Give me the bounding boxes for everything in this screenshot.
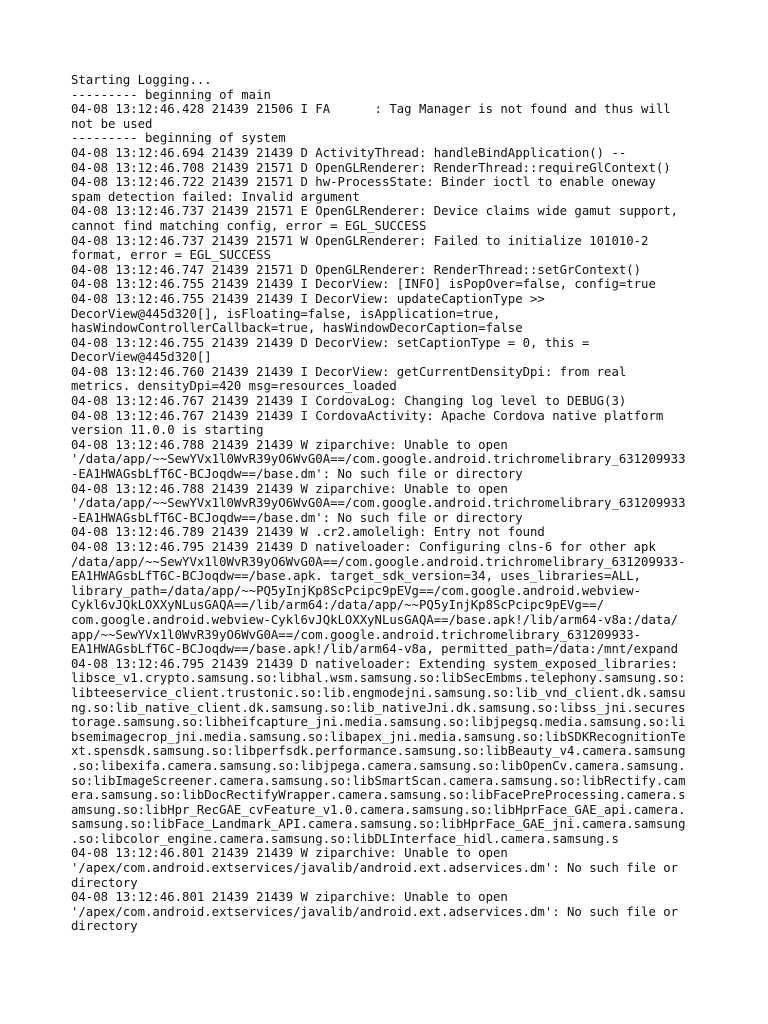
log-line: 04-08 13:12:46.755 21439 21439 D DecorView: setCaptionType = 0, this =: [71, 335, 590, 350]
log-line: spam detection failed: Invalid argument: [71, 189, 360, 204]
log-line: 04-08 13:12:46.789 21439 21439 W .cr2.amoleligh: Entry not found: [71, 525, 545, 540]
log-line: 04-08 13:12:46.428 21439 21506 I FA : Tag Manager is not found and thus will: [71, 102, 671, 117]
log-line: .so:libexifa.camera.samsung.so:libjpega.camera.samsung.so:libOpenCv.camera.samsung.: [71, 758, 686, 773]
log-line: 04-08 13:12:46.722 21439 21571 D hw-ProcessState: Binder ioctl to enable oneway: [71, 175, 656, 190]
log-line: '/apex/com.android.extservices/javalib/android.ext.adservices.dm': No such file or: [71, 904, 679, 919]
log-line: samsung.so:libFace_Landmark_API.camera.samsung.so:libHprFace_GAE_jni.camera.samsung: [71, 817, 686, 832]
log-line: hasWindowControllerCallback=true, hasWindowDecorCaption=false: [71, 321, 523, 336]
log-line: ng.so:lib_native_client.dk.samsung.so:lib_nativeJni.dk.samsung.so:libss_jni.secures: [71, 700, 686, 715]
log-line: DecorView@445d320[]: [71, 350, 212, 365]
log-line: directory: [71, 875, 138, 890]
log-line: bsemimagecrop_jni.media.samsung.so:libapex_jni.media.samsung.so:libSDKRecognitionTe: [71, 729, 686, 744]
log-line: 04-08 13:12:46.755 21439 21439 I DecorView: [INFO] isPopOver=false, config=true: [71, 277, 656, 292]
log-line: -EA1HWAGsbLfT6C-BCJoqdw==/base.dm': No such file or directory: [71, 467, 523, 482]
log-line: xt.spensdk.samsung.so:libperfsdk.performance.samsung.so:libBeauty_v4.camera.samsung: [71, 744, 686, 759]
log-line: 04-08 13:12:46.795 21439 21439 D nativeloader: Configuring clns-6 for other apk: [71, 540, 656, 554]
log-line: metrics. densityDpi=420 msg=resources_loaded: [71, 379, 397, 394]
log-line: torage.samsung.so:libheifcapture_jni.media.samsung.so:libjpegsq.media.samsung.so:li: [71, 715, 686, 730]
log-line: --------- beginning of main: [71, 87, 271, 102]
log-line: directory: [71, 919, 138, 934]
log-line: not be used: [71, 116, 153, 131]
log-line: '/data/app/~~SewYVx1l0WvR39yO6WvG0A==/com.google.android.trichromelibrary_631209933: [71, 452, 686, 467]
log-line: Starting Logging...: [71, 73, 212, 87]
log-line: libteeservice_client.trustonic.so:lib.engmodejni.samsung.so:lib_vnd_client.dk.samsu: [71, 685, 686, 700]
log-line: /data/app/~~SewYVx1l0WvR39yO6WvG0A==/com.google.android.trichromelibrary_631209933-: [71, 554, 686, 569]
log-document: [71, 73, 711, 934]
log-line: Cykl6vJQkLOXXyNLusGAQA==/lib/arm64:/data/app/~~PQ5yInjKp8ScPcipc9pEVg==/: [71, 598, 605, 613]
log-line: EA1HWAGsbLfT6C-BCJoqdw==/base.apk!/lib/arm64-v8a, permitted_path=/data:/mnt/expand: [71, 642, 679, 657]
log-line: library_path=/data/app/~~PQ5yInjKp8ScPcipc9pEVg==/com.google.android.webview-: [71, 583, 642, 598]
log-line: '/apex/com.android.extservices/javalib/android.ext.adservices.dm': No such file or: [71, 861, 679, 876]
log-line: 04-08 13:12:46.788 21439 21439 W ziparchive: Unable to open: [71, 481, 508, 496]
log-line: libsce_v1.crypto.samsung.so:libhal.wsm.samsung.so:libSecEmbms.telephony.samsung.so:: [71, 671, 686, 686]
log-line: 04-08 13:12:46.788 21439 21439 W ziparchive: Unable to open: [71, 437, 508, 452]
log-line: 04-08 13:12:46.737 21439 21571 E OpenGLRenderer: Device claims wide gamut support,: [71, 204, 679, 219]
log-line: DecorView@445d320[], isFloating=false, isApplication=true,: [71, 306, 501, 321]
log-line: 04-08 13:12:46.694 21439 21439 D ActivityThread: handleBindApplication() --: [71, 145, 627, 160]
log-line: 04-08 13:12:46.801 21439 21439 W ziparchive: Unable to open: [71, 890, 508, 905]
log-line: 04-08 13:12:46.755 21439 21439 I DecorView: updateCaptionType >>: [71, 291, 545, 306]
log-line: '/data/app/~~SewYVx1l0WvR39yO6WvG0A==/com.google.android.trichromelibrary_631209933: [71, 496, 686, 511]
log-line: 04-08 13:12:46.747 21439 21571 D OpenGLRenderer: RenderThread::setGrContext(): [71, 262, 642, 277]
log-line: --------- beginning of system: [71, 131, 286, 146]
log-line: so:libImageScreener.camera.samsung.so:libSmartScan.camera.samsung.so:libRectify.cam: [71, 773, 686, 788]
log-line: format, error = EGL_SUCCESS: [71, 248, 271, 263]
log-line: com.google.android.webview-Cykl6vJQkLOXXyNLusGAQA==/base.apk!/lib/arm64-v8a:/data/: [71, 612, 679, 627]
log-line: 04-08 13:12:46.767 21439 21439 I CordovaLog: Changing log level to DEBUG(3): [71, 394, 627, 409]
log-line: amsung.so:libHpr_RecGAE_cvFeature_v1.0.camera.samsung.so:libHprFace_GAE_api.camera.: [71, 802, 686, 817]
log-line: era.samsung.so:libDocRectifyWrapper.camera.samsung.so:libFacePreProcessing.camera.s: [71, 788, 686, 803]
log-line: -EA1HWAGsbLfT6C-BCJoqdw==/base.dm': No such file or directory: [71, 510, 523, 525]
log-line: 04-08 13:12:46.767 21439 21439 I CordovaActivity: Apache Cordova native platform: [71, 408, 664, 423]
log-line: app/~~SewYVx1l0WvR39yO6WvG0A==/com.google.android.trichromelibrary_631209933-: [71, 627, 642, 642]
log-line: cannot find matching config, error = EGL_SUCCESS: [71, 218, 427, 233]
log-line: version 11.0.0 is starting: [71, 423, 264, 438]
log-line: 04-08 13:12:46.801 21439 21439 W ziparchive: Unable to open: [71, 846, 508, 861]
log-line: 04-08 13:12:46.760 21439 21439 I DecorView: getCurrentDensityDpi: from real: [71, 364, 627, 379]
log-line: 04-08 13:12:46.708 21439 21571 D OpenGLRenderer: RenderThread::requireGlContext(): [71, 160, 671, 175]
log-line: EA1HWAGsbLfT6C-BCJoqdw==/base.apk. target_sdk_version=34, uses_libraries=ALL,: [71, 569, 642, 584]
log-line: 04-08 13:12:46.795 21439 21439 D nativeloader: Extending system_exposed_libraries:: [71, 656, 679, 671]
log-line: 04-08 13:12:46.737 21439 21571 W OpenGLRenderer: Failed to initialize 101010-2: [71, 233, 649, 248]
log-line: .so:libcolor_engine.camera.samsung.so:libDLInterface_hidl.camera.samsung.s: [71, 831, 619, 846]
